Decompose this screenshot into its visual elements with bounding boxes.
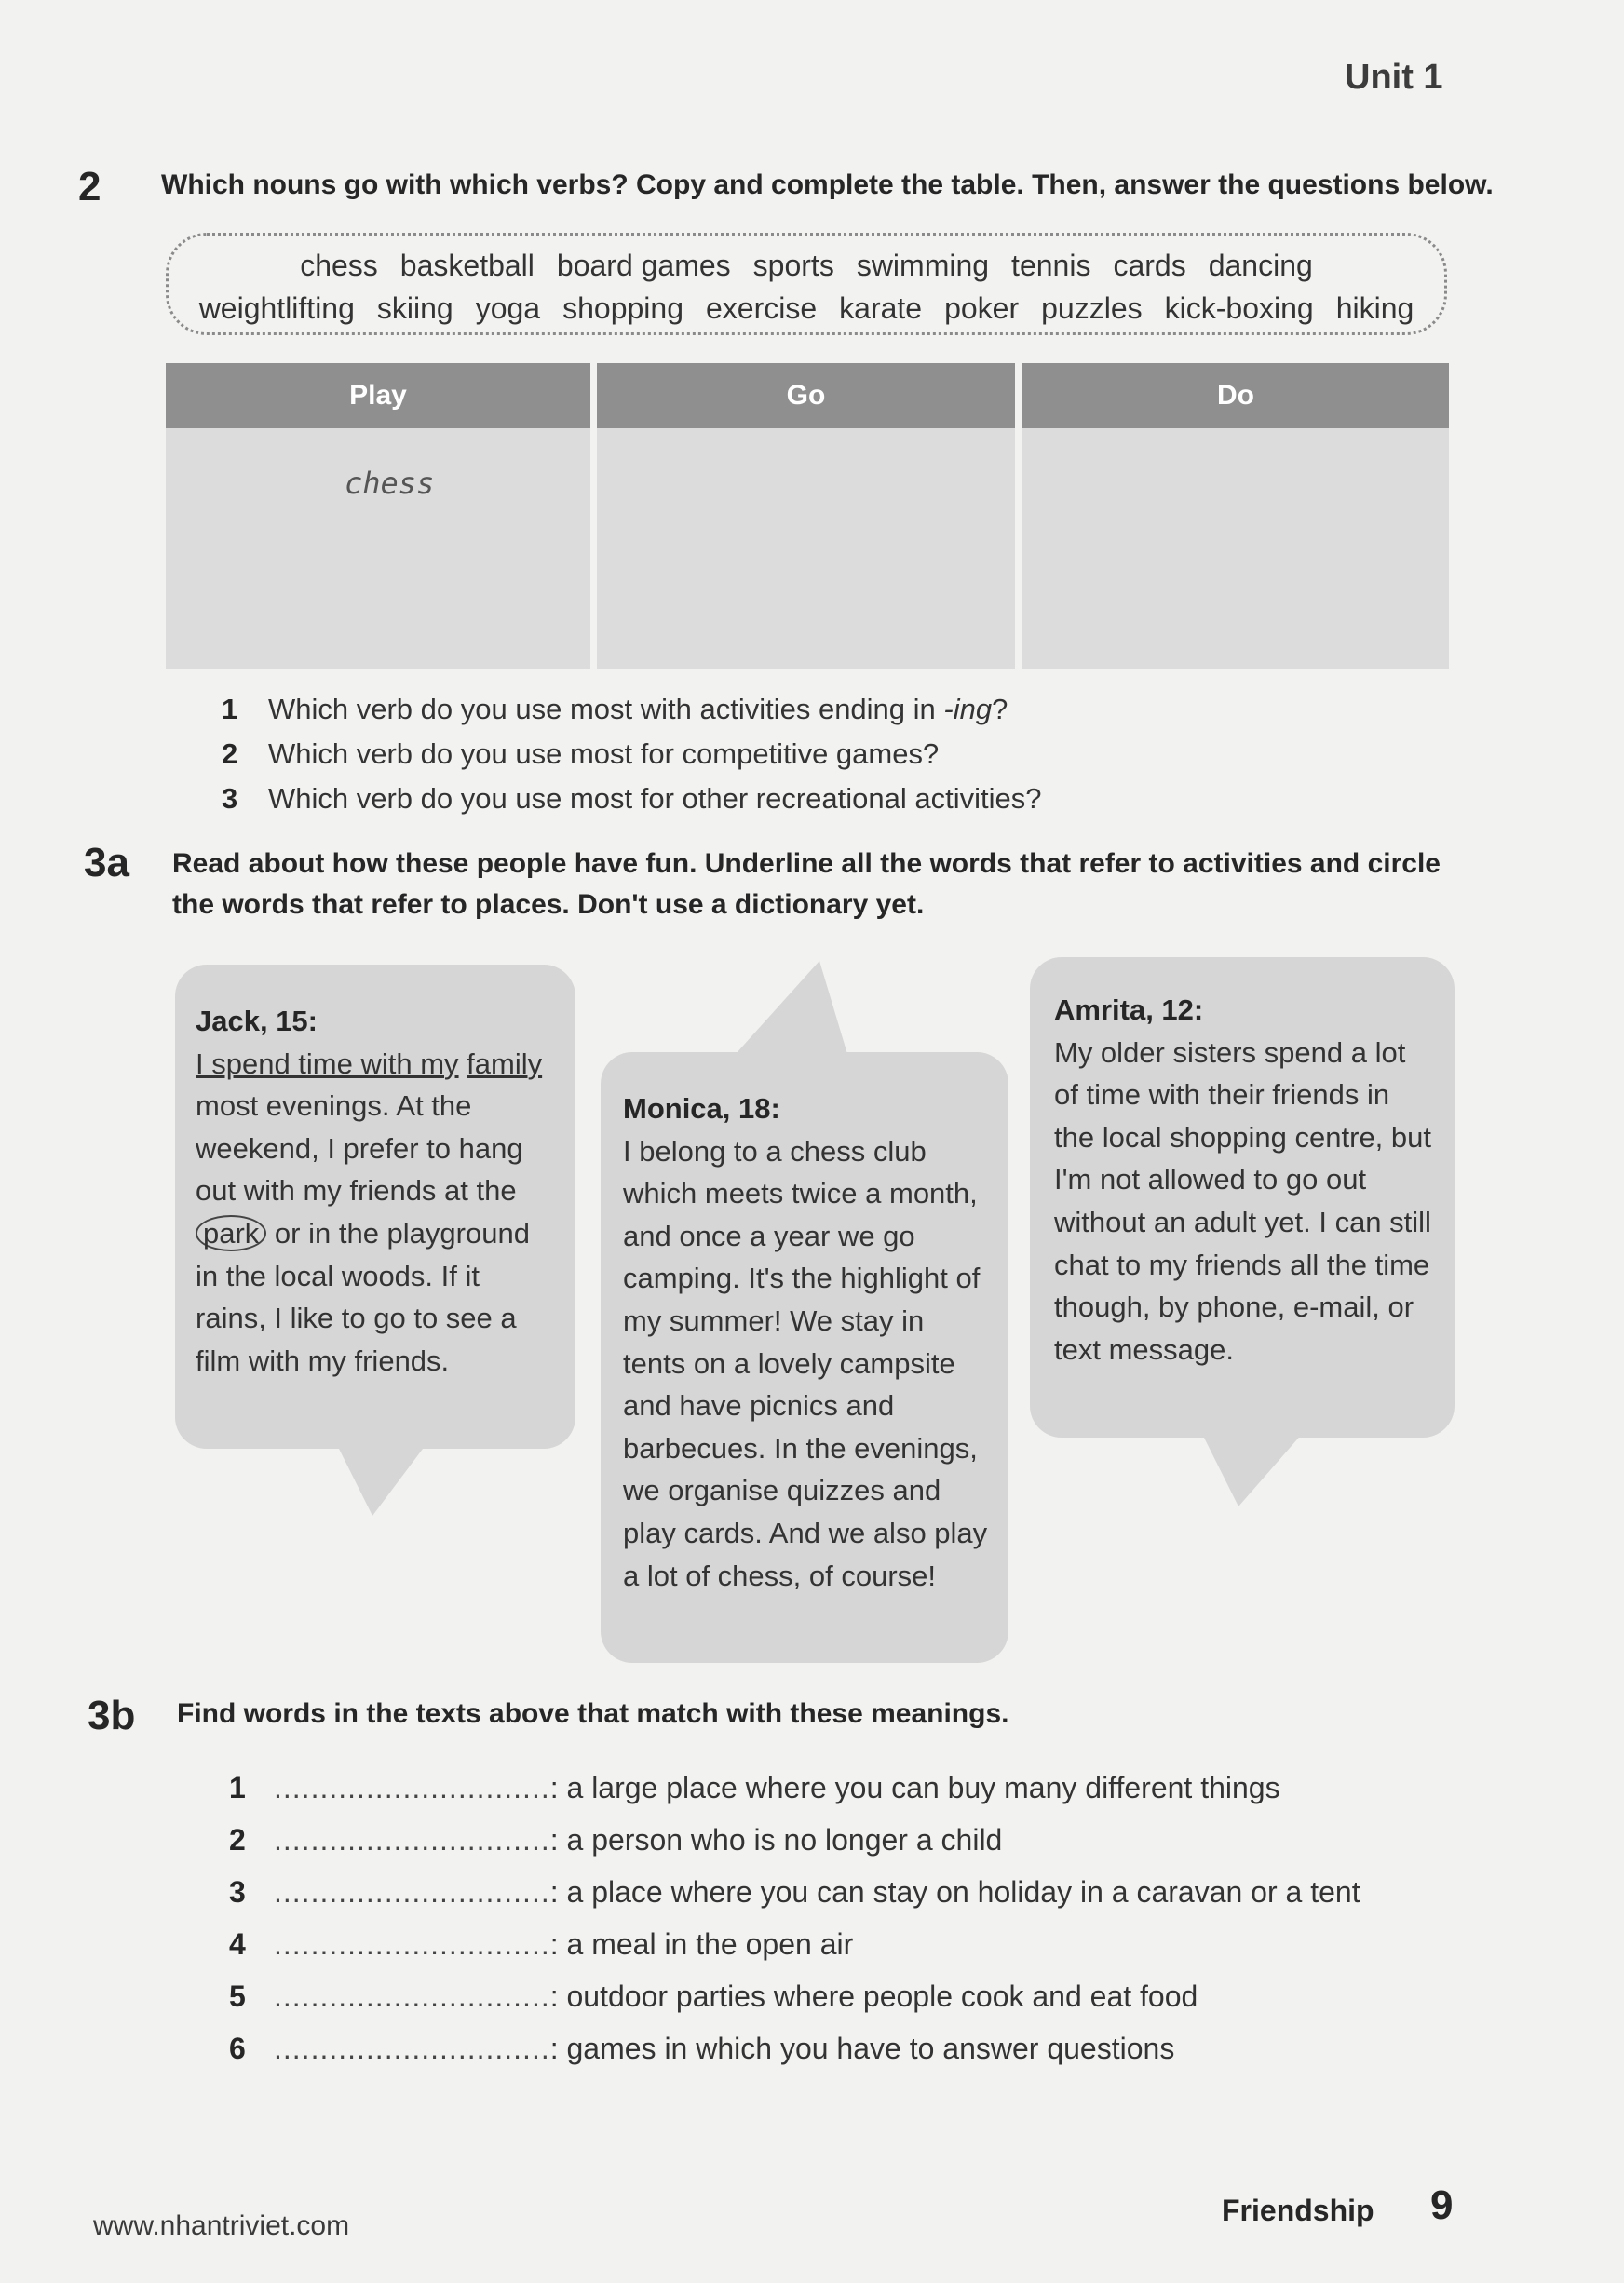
table-column-go [597, 363, 1015, 669]
word: basketball [399, 249, 535, 282]
question-3: 3 Which verb do you use most for other recreational activities? [222, 782, 1042, 815]
word: poker [944, 291, 1020, 325]
table-header-play: Play [166, 363, 590, 428]
exercise-3a-instruction: Read about how these people have fun. Underline all the words that refer to activities and circle the words that refer to places. Don't use a dictionary yet. [172, 848, 1441, 920]
word: kick-boxing [1164, 291, 1314, 325]
verb-table [166, 363, 1449, 669]
table-header-go: Go [597, 363, 1015, 428]
underlined-activity: I spend time with my [196, 1047, 459, 1080]
speaker-name: Monica, 18: [623, 1092, 780, 1125]
handwritten-example: chess [345, 466, 435, 501]
answer-blank[interactable]: .............................. [274, 1927, 550, 1961]
unit-label: Unit 1 [1345, 58, 1443, 97]
question-2: 2 Which verb do you use most for competitive games? [222, 737, 940, 770]
word: yoga [475, 291, 541, 325]
table-column-do [1022, 363, 1449, 669]
exercise-3b-instruction: Find words in the texts above that match with these meanings. [177, 1698, 1009, 1729]
word: exercise [705, 291, 818, 325]
word: board games [556, 249, 731, 282]
word: hiking [1335, 291, 1414, 325]
speech-bubble-monica [601, 1052, 1008, 1663]
word: puzzles [1041, 291, 1143, 325]
word: sports [752, 249, 834, 282]
speaker-name: Amrita, 12: [1054, 993, 1204, 1026]
exercise-2-question: Which nouns go with which verbs? Copy and complete the table. Then, answer the questions below. [161, 169, 1494, 200]
exercise-3b-number: 3b [88, 1693, 136, 1738]
exercise-3a-number: 3a [84, 840, 129, 885]
word: chess [300, 249, 378, 282]
circled-place: park [196, 1215, 266, 1251]
matching-item: 1 ..............................: a large place where you can buy many different things [229, 1771, 1280, 1804]
bubble-text: I belong to a chess club which meets twice a month, and once a year we go camping. It's the highlight of my summer! We stay in tents on a lovely campsite and have picnics and barbecues. In the evenings, we organise quizzes and play cards. And we also play a lot of chess, of course! [623, 1134, 988, 1592]
underlined-activity: family [467, 1047, 543, 1080]
word-row-1 [169, 249, 1444, 283]
table-header-do: Do [1022, 363, 1449, 428]
speech-bubble-amrita [1030, 957, 1455, 1438]
exercise-2-number: 2 [78, 164, 102, 209]
word: cards [1113, 249, 1186, 282]
matching-item: 3 ..............................: a place where you can stay on holiday in a caravan or a tent [229, 1875, 1360, 1909]
word: tennis [1011, 249, 1091, 282]
answer-blank[interactable]: .............................. [274, 1823, 550, 1857]
word: dancing [1208, 249, 1313, 282]
answer-blank[interactable]: .............................. [274, 1875, 550, 1909]
matching-item: 5 ..............................: outdoor parties where people cook and eat food [229, 1979, 1198, 2013]
bubble-text: My older sisters spend a lot of time with their friends in the local shopping centre, but I'm not allowed to go out without an adult yet. I can still chat to my friends all the time though, by phone, e-mail, or text message. [1054, 1035, 1431, 1366]
word-row-2 [169, 291, 1444, 326]
word: karate [839, 291, 923, 325]
matching-item: 2 ..............................: a person who is no longer a child [229, 1823, 1003, 1857]
footer-url: www.nhantriviet.com [93, 2210, 350, 2241]
matching-item: 4 ..............................: a meal in the open air [229, 1927, 854, 1961]
matching-item: 6 ..............................: games in which you have to answer questions [229, 2032, 1175, 2065]
answer-blank[interactable]: .............................. [274, 1771, 550, 1804]
bubble-tail [335, 1441, 428, 1516]
bubble-tail [1201, 1432, 1304, 1506]
speech-bubble-jack: Jack, 15: I spend time with my family most evenings. At the weekend, I prefer to hang out with my friends at the park or in the playground in the local woods. If it rains, I like to go to see a film with my friends. [175, 965, 575, 1449]
word: skiing [376, 291, 453, 325]
word: shopping [562, 291, 683, 325]
bubble-tail [819, 961, 847, 1054]
question-1: 1 Which verb do you use most with activities ending in -ing? [222, 693, 1008, 725]
table-column-play [166, 363, 590, 669]
answer-blank[interactable]: .............................. [274, 2032, 550, 2065]
word: weightlifting [198, 291, 355, 325]
word-box [166, 233, 1447, 335]
page-number: 9 [1430, 2182, 1454, 2228]
footer-section: Friendship [1222, 2194, 1374, 2227]
word: swimming [856, 249, 990, 282]
speaker-name: Jack, 15: [196, 1005, 318, 1037]
answer-blank[interactable]: .............................. [274, 1979, 550, 2013]
